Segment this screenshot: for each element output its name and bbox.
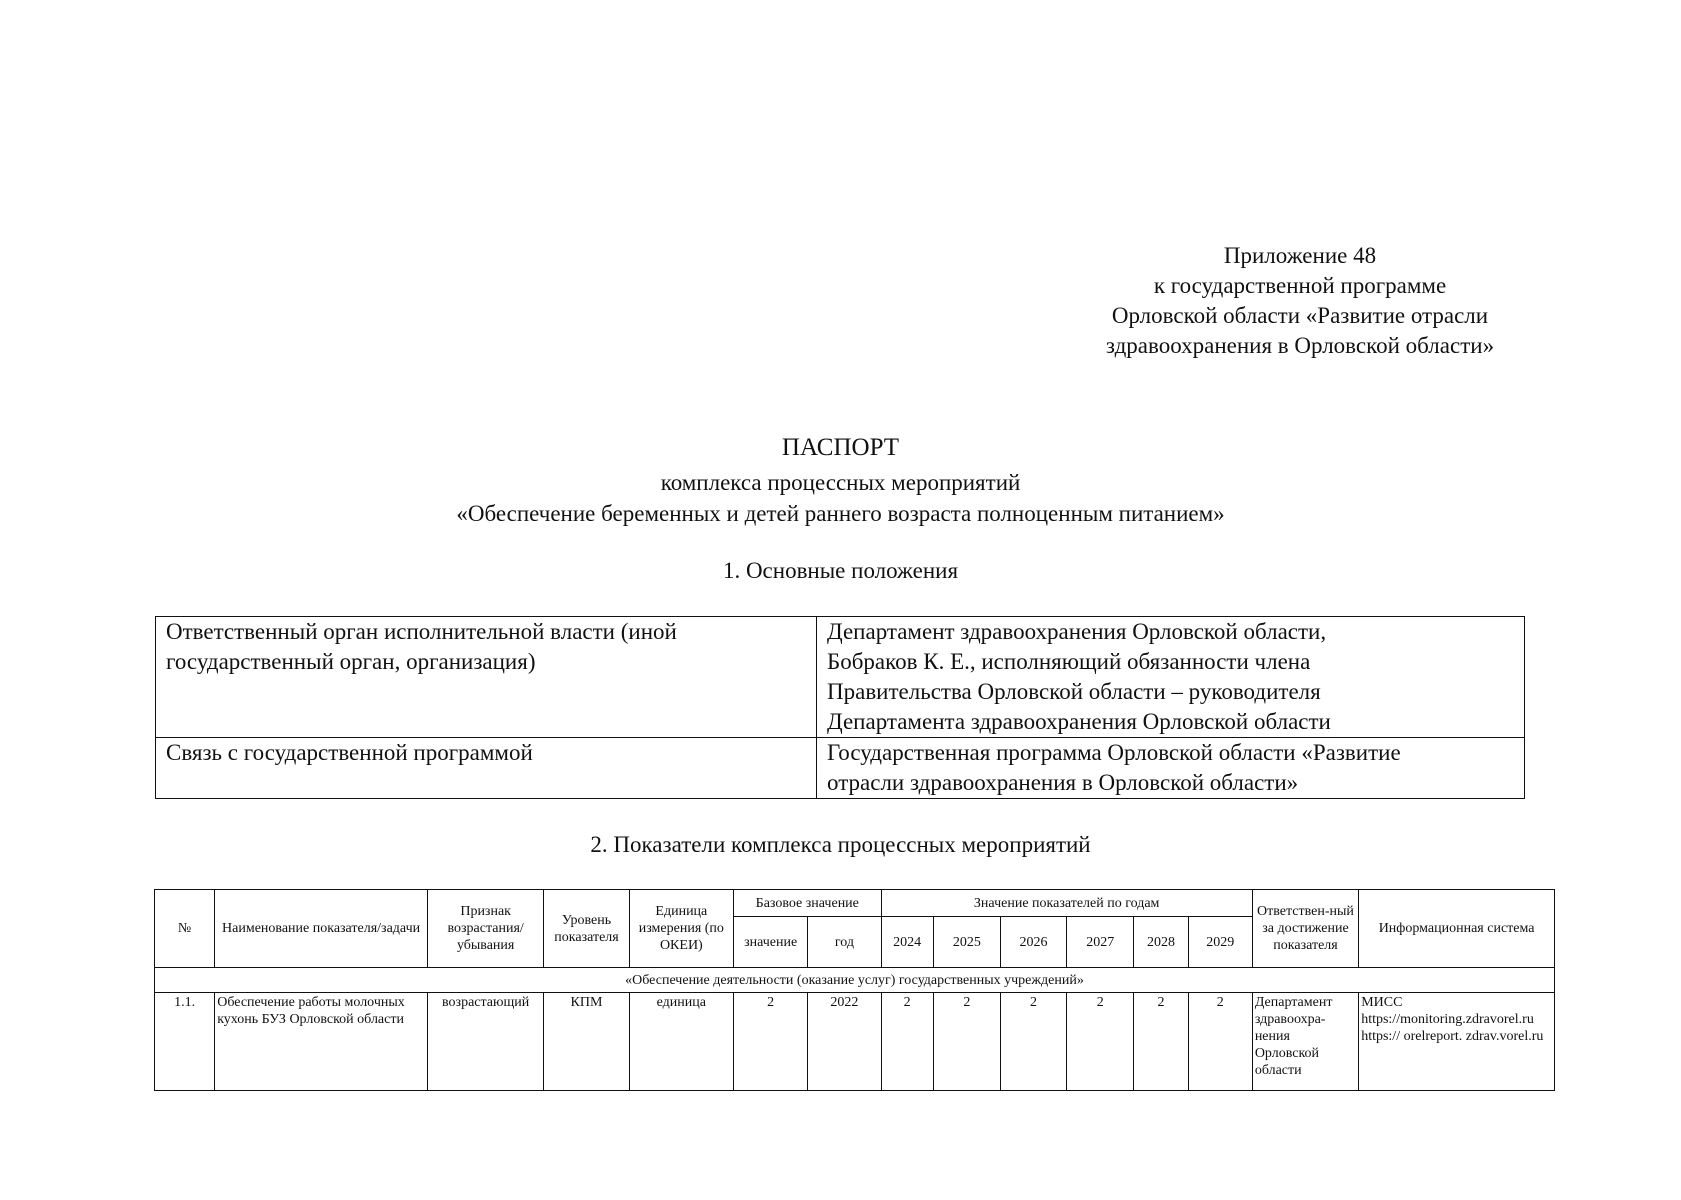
appendix-line: Орловской области «Развитие отрасли [1111,303,1489,328]
value-line: Правительства Орловской области – руководителя [827,679,1321,704]
cell-level: КПМ [544,993,629,1091]
col-header-level: Уровень показателя [544,890,629,968]
label-cell [156,617,817,738]
col-header-base-value: значение [734,917,808,968]
cell-sign: возрастающий [427,993,543,1091]
document-name: «Обеспечение беременных и детей раннего возраста полноценным питанием» [456,501,1225,526]
document-title: ПАСПОРТ [781,434,900,461]
cell-value: 2 [881,993,933,1091]
section1-heading: 1. Основные положения [722,558,959,583]
info-line: МИСС [1361,995,1403,1010]
group-title: «Обеспечение деятельности (оказание услуг) государственных учреждений» [155,968,1555,993]
value-cell [817,738,1525,799]
col-header-year: 2024 [881,917,933,968]
label-line: Ответственный орган исполнительной власти (иной [166,619,677,644]
cell-name: Обеспечение работы молочных кухонь БУЗ Орловской области [215,993,428,1091]
col-header-year: 2025 [933,917,1000,968]
cell-base-year: 2022 [808,993,881,1091]
group-row [155,968,1555,993]
info-link: https:// orelreport. zdrav.vorel.ru [1361,1029,1544,1044]
col-header-name: Наименование показателя/задачи [215,890,428,968]
value-line: Бобраков К. Е., исполняющий обязанности члена [827,649,1311,674]
main-provisions-table [155,616,1525,799]
appendix-line: к государственной программе [1153,273,1447,298]
cell-no: 1.1. [155,993,215,1091]
col-header-no: № [155,890,215,968]
value-cell [817,617,1525,738]
cell-info [1359,993,1555,1091]
label-line: Связь с государственной программой [166,740,533,765]
cell-unit: единица [629,993,733,1091]
col-header-sign: Признак возрастания/ убывания [427,890,543,968]
col-header-base: Базовое значение [734,890,882,917]
cell-value: 2 [1134,993,1188,1091]
col-header-base-year: год [808,917,881,968]
cell-value: 2 [1000,993,1066,1091]
document-subtitle: комплекса процессных мероприятий [660,470,1021,495]
col-header-year: 2029 [1188,917,1252,968]
appendix-caption [1000,241,1600,361]
appendix-line: здравоохранения в Орловской области» [1105,333,1495,358]
cell-value: 2 [1188,993,1252,1091]
col-header-year: 2026 [1000,917,1066,968]
section2-heading: 2. Показатели комплекса процессных мероприятий [590,832,1091,857]
cell-value: 2 [933,993,1000,1091]
value-line: Государственная программа Орловской области «Развитие [827,740,1401,765]
indicators-table [154,889,1555,1091]
col-header-info: Информационная система [1359,890,1555,968]
col-header-by-years: Значение показателей по годам [881,890,1252,917]
info-link: https://monitoring.zdravorel.ru [1361,1012,1534,1027]
label-line: государственный орган, организация) [166,649,536,674]
cell-value: 2 [1067,993,1134,1091]
cell-base-value: 2 [734,993,808,1091]
table-row [155,993,1555,1091]
label-cell [156,738,817,799]
value-line: отрасли здравоохранения в Орловской области» [827,770,1299,795]
table-row [156,617,1525,738]
table-row [156,738,1525,799]
col-header-year: 2028 [1134,917,1188,968]
col-header-year: 2027 [1067,917,1134,968]
appendix-line: Приложение 48 [1223,243,1377,268]
cell-responsible: Департамент здравоохра-нения Орловской области [1252,993,1358,1091]
header-row [155,890,1555,917]
value-line: Департамента здравоохранения Орловской области [827,709,1331,734]
value-line: Департамент здравоохранения Орловской области, [827,619,1327,644]
col-header-unit: Единица измерения (по ОКЕИ) [629,890,733,968]
col-header-responsible: Ответствен-ный за достижение показателя [1252,890,1358,968]
